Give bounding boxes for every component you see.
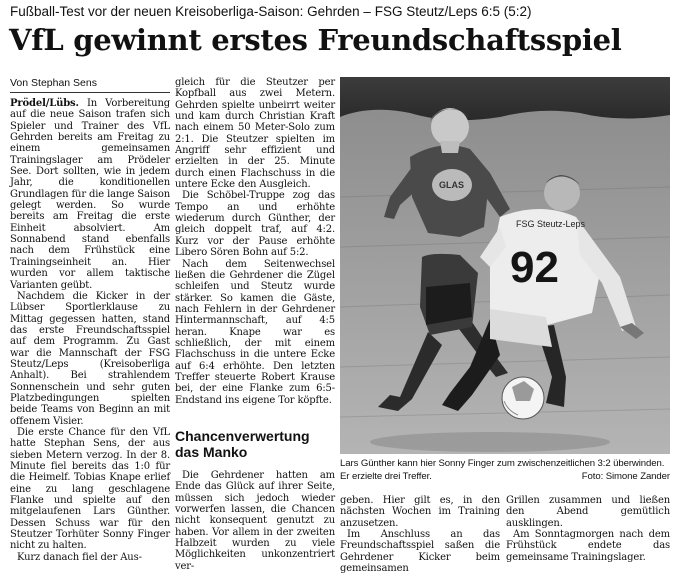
- photo-credit: Foto: Simone Zander: [581, 470, 670, 482]
- paragraph: Nach dem Seitenwechsel ließen die Gehrdener die Zügel schleifen und Steutz wurde stärker. So kamen die Gäste, nach Fehlern in der Gehrdener Hintermannschaft, auf 4:5 heran. Knape war es schließlich, der mit einem Flachschuss in die untere Ecke auf 6:4 erhöhte. Den letzten Treffer steuerte Robert Krause bei, der eine Flanke zum 6:5-Endstand ins eigene Tor köpfte.: [175, 258, 335, 406]
- paragraph: Nachdem die Kicker in der Lübser Sportlerklause zu Mittag gegessen hatten, stand das erste Freundschaftsspiel auf dem Programm. Zu Gast war die Mannschaft der FSG Steutz/Leps (Kreisoberliga Anhalt). Bei strahlendem Sonnenschein und sehr guten Platzbedingungen spielten beide Teams von Beginn an mit offenem Visier.: [10, 290, 170, 427]
- paragraph: Grillen zusammen und ließen den Abend gemütlich ausklingen.: [506, 495, 670, 529]
- article-column-3: [175, 470, 335, 585]
- dateline-place: Prödel/Lübs.: [10, 98, 79, 109]
- shirt-number: 92: [510, 243, 559, 292]
- article-subheading: Chancenverwertung das Manko: [175, 428, 310, 460]
- match-photo: [340, 77, 670, 454]
- paragraph-text: In Vorbereitung auf die neue Saison trafen sich Spieler und Trainer des VfL Gehrden bereits am Freitag zu einem gemeinsamen Trainingslager am Prödeler See. Dort sollten, wie in jedem Jahr, die konditionellen Grundlagen für die lange Saison gelegt werden. So wurde bereits am Freitag die erste Einheit absolviert. Am Sonnabend stand ebenfalls nach dem Frühstück eine Trainingseinheit an. Hier wurden vor allem taktische Varianten geübt.: [10, 98, 170, 291]
- paragraph: Die erste Chance für den VfL hatte Stephan Sens, der aus sieben Metern verzog. In der 8. Minute fiel bereits das 1:0 für die Heimelf. Tobias Knape erlief eine zu lang geschlagene Flanke und spielte auf den mitgelaufenen Lars Günther. Dessen Schuss war für den Steutzer Torhüter Sonny Finger nicht zu halten.: [10, 426, 170, 552]
- article-kicker: Fußball-Test vor der neuen Kreisoberliga-Saison: Gehrden – FSG Steutz/Leps 6:5 (5:2): [10, 4, 532, 19]
- article-headline: VfL gewinnt erstes Freundschaftsspiel: [9, 23, 622, 57]
- paragraph: Am Sonntagmorgen nach dem Frühstück endete das gemeinsame Trainingslager.: [506, 529, 670, 563]
- paragraph: Im Anschluss an das Freundschaftsspiel saßen die Gehrdener Kicker beim gemeinsamen: [340, 529, 500, 575]
- shirt-text: FSG Steutz-Leps: [516, 219, 586, 229]
- photo-caption-block: [340, 458, 670, 483]
- article-column-4: [340, 495, 500, 585]
- paragraph: Kurz danach fiel der Aus-: [17, 551, 142, 563]
- match-photo-illustration: [340, 77, 670, 454]
- paragraph: Die Gehrdener hatten am Ende das Glück auf ihrer Seite, müssen sich jedoch wieder vorwerfen lassen, die Chancen nicht konsequent genutzt zu haben. Vor allem in der zweiten Halbzeit wurden zu viele Möglichkeiten unkonzentriert ver-: [175, 470, 335, 572]
- photo-caption: Lars Günther kann hier Sonny Finger zum zwischenzeitlichen 3:2 überwinden. Er erzielte drei Treffer.: [340, 458, 665, 482]
- football: [502, 377, 544, 419]
- paragraph: [10, 98, 170, 291]
- article-column-5: [506, 495, 670, 585]
- paragraph: geben. Hier gilt es, in den nächsten Wochen im Training anzusetzen.: [340, 495, 500, 529]
- paragraph: gleich für die Steutzer per Kopfball aus zwei Metern. Gehrden spielte unbeirrt weiter und kam durch Christian Kraft nach einem 50 Meter-Solo zum 2:1. Die Steutzer spielten im Angriff sehr effizient und erzielten in der 25. Minute durch einen Flachschuss in die untere Ecke den Ausgleich.: [175, 77, 335, 191]
- jersey-logo-text: GLAS: [439, 180, 465, 190]
- article-column-1: [10, 98, 170, 586]
- paragraph: Die Schöbel-Truppe zog das Tempo an und erhöhte wiederum durch Günther, der gleich doppelt traf, auf 4:2. Kurz vor der Pause erhöhte Libero Sören Bohn auf 5:2.: [175, 190, 335, 259]
- article-byline: Von Stephan Sens: [10, 77, 170, 93]
- article-column-2: [175, 77, 335, 427]
